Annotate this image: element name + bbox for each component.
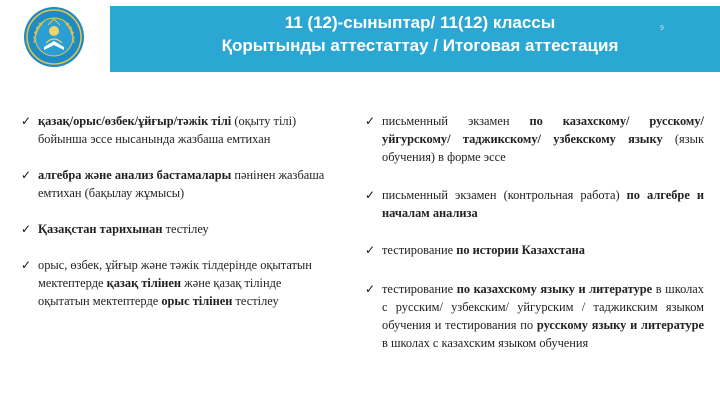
item-text: тестирование: [382, 282, 457, 296]
list-item: [18, 256, 326, 310]
list-item: [362, 112, 704, 166]
slide-header: [0, 0, 720, 72]
item-text-bold: по истории Казахстана: [456, 243, 585, 257]
item-text-bold: қазақ/орыс/өзбек/ұйғыр/тәжік тілі: [38, 114, 232, 128]
item-text-bold: по казахскому/ русскому/ уйгурскому/ таджикскому/ узбекскому языку: [382, 114, 704, 146]
item-text: в школах с русским/ узбекским/ уйгурским / таджикским языком обучения и тестирования по: [382, 282, 704, 332]
list-item: [18, 166, 326, 202]
item-text-bold: по алгебре и началам анализа: [382, 188, 704, 220]
item-text-bold: алгебра және анализ бастамалары: [38, 168, 232, 182]
page-number: 9: [660, 25, 664, 32]
title-line-1: 11 (12)-сыныптар/ 11(12) классы: [284, 13, 556, 32]
item-text: тестілеу: [162, 222, 209, 236]
item-text-bold: по казахскому языку и литературе: [456, 282, 653, 296]
check-icon: ✓: [365, 282, 376, 296]
russian-column: [362, 112, 704, 352]
item-text: письменный экзамен (контрольная работа): [382, 188, 627, 202]
list-item: [18, 112, 326, 148]
emblem-logo: [22, 5, 86, 69]
kazakh-column: [18, 112, 326, 310]
item-text-bold: русскому языку и литературе: [536, 318, 704, 332]
item-text: тестирование: [382, 243, 457, 257]
title-line-2: Қорытынды аттестаттау / Итоговая аттестация: [221, 36, 619, 55]
list-item: [362, 186, 704, 222]
item-text-bold: қазақ тілінен: [106, 276, 182, 290]
item-text: (язык обучения) в форме эссе: [382, 132, 704, 164]
check-icon: ✓: [365, 114, 376, 128]
item-text: письменный экзамен: [382, 114, 530, 128]
list-item: [362, 280, 704, 352]
item-text-bold: Қазақстан тарихынан: [38, 222, 163, 236]
item-text-bold: орыс тілінен: [161, 294, 233, 308]
check-icon: ✓: [21, 222, 32, 236]
check-icon: ✓: [21, 258, 32, 272]
item-text: (оқыту тілі) бойынша эссе нысанында жазбаша емтихан: [38, 114, 297, 146]
item-text: пәнінен жазбаша емтихан (бақылау жұмысы): [38, 168, 325, 200]
list-item: [18, 220, 326, 238]
check-icon: ✓: [365, 243, 376, 257]
check-icon: ✓: [365, 188, 376, 202]
item-text: және қазақ тілінде оқытатын мектептерде: [38, 276, 282, 308]
slide-title: [150, 12, 690, 58]
check-icon: ✓: [21, 114, 32, 128]
item-text: орыс, өзбек, ұйғыр және тәжік тілдерінде оқытатын мектептерде: [38, 258, 312, 290]
item-text: тестілеу: [232, 294, 279, 308]
item-text: в школах с казахским языком обучения: [382, 336, 589, 350]
list-item: [362, 241, 704, 259]
check-icon: ✓: [21, 168, 32, 182]
